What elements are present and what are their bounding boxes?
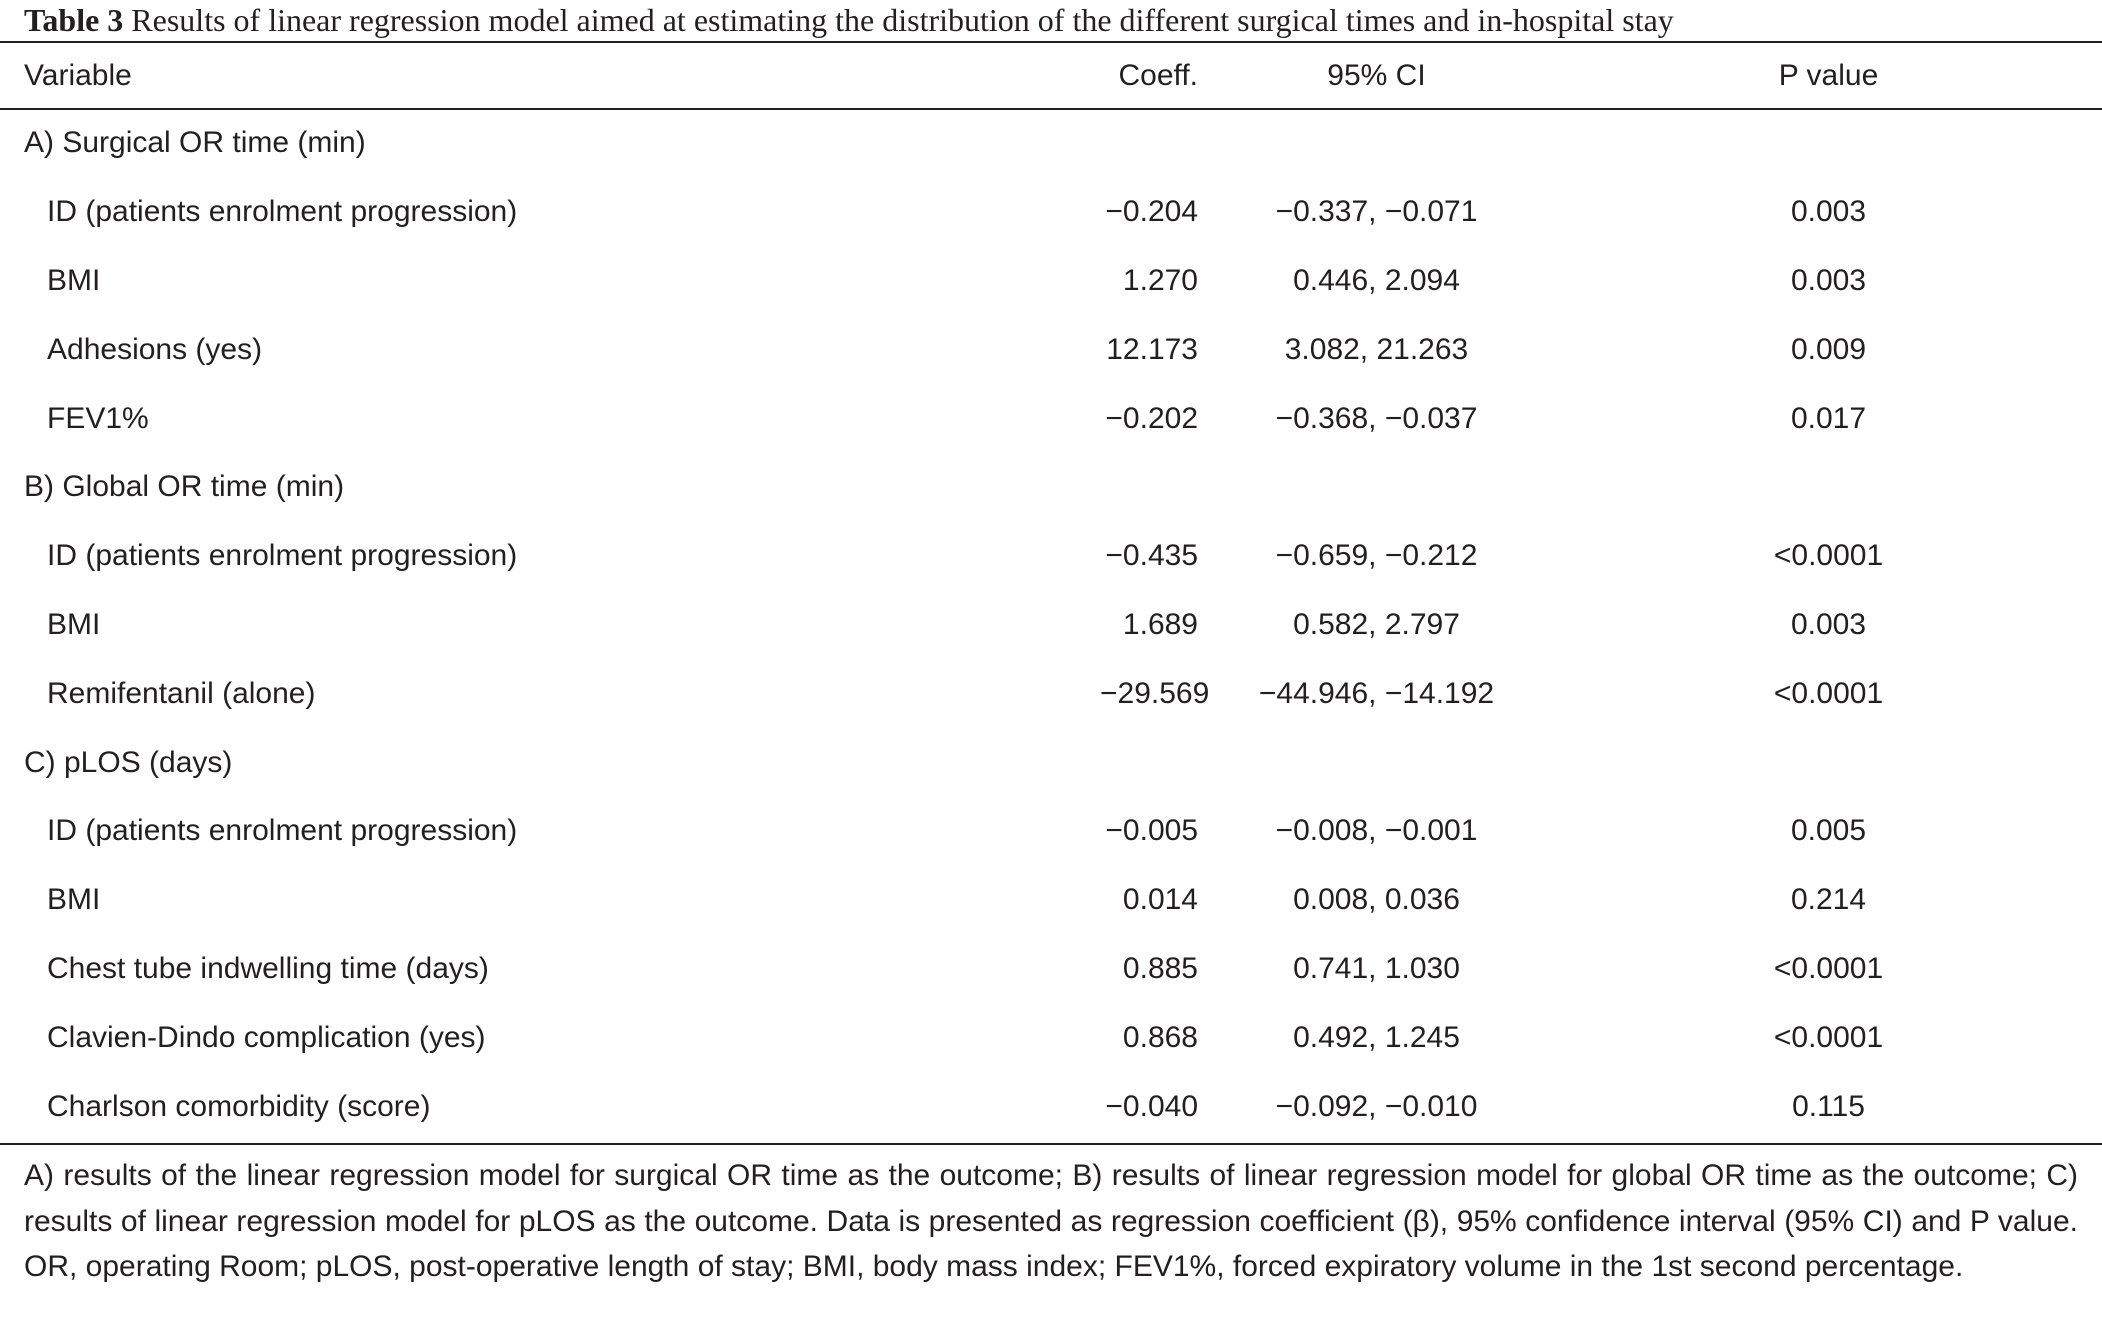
cell-coeff: −0.435 [1105, 539, 1198, 573]
cell-p-value: <0.0001 [1773, 539, 1884, 573]
section-title: C) pLOS (days) [24, 745, 233, 779]
cell-variable: Adhesions (yes) [47, 332, 263, 366]
table-row [0, 384, 2102, 453]
cell-p-value: 0.115 [1792, 1089, 1865, 1123]
table-row [0, 797, 2102, 866]
header-row [0, 43, 2102, 109]
cell-p-value: 0.003 [1790, 263, 1867, 297]
cell-coeff: −0.204 [1105, 195, 1198, 229]
section-title: B) Global OR time (min) [24, 470, 345, 504]
header-coeff: Coeff. [1118, 59, 1198, 92]
cell-variable: Charlson comorbidity (score) [47, 1089, 431, 1123]
cell-coeff: −0.202 [1105, 401, 1198, 435]
table-caption-label: Table 3 [24, 2, 124, 38]
table-body [0, 109, 2102, 1141]
cell-coeff: −29.569 [1100, 676, 1210, 710]
section-row [0, 453, 2102, 522]
cell-variable: ID (patients enrolment progression) [47, 814, 518, 848]
table-row [0, 659, 2102, 728]
header-p-value: P value [1778, 59, 1879, 92]
cell-ci: −44.946, −14.192 [1258, 676, 1495, 710]
regression-table [0, 43, 2102, 1141]
cell-variable: Chest tube indwelling time (days) [47, 951, 489, 985]
cell-variable: BMI [47, 883, 101, 917]
cell-ci: −0.008, −0.001 [1275, 814, 1478, 848]
table-row [0, 315, 2102, 384]
table-row [0, 935, 2102, 1004]
cell-variable: ID (patients enrolment progression) [47, 195, 518, 229]
table-footnote: A) results of the linear regression model for surgical OR time as the outcome; B) results of linear regression model for global OR time as the outcome; C) results of linear regression model for pLOS as the outcome. Data is presented as regression coefficient (β), 95% confidence interval (95% CI) and P value. OR, operating Room; pLOS, post-operative length of stay; BMI, body mass index; FEV1%, forced expiratory volume in the 1st second percentage. [24, 1159, 2078, 1283]
cell-p-value: 0.017 [1790, 401, 1867, 435]
cell-coeff: −0.040 [1105, 1089, 1198, 1123]
table-header [0, 43, 2102, 109]
cell-variable: Clavien-Dindo complication (yes) [47, 1020, 486, 1054]
section-title: A) Surgical OR time (min) [24, 126, 366, 160]
cell-ci: 3.082, 21.263 [1284, 332, 1469, 366]
cell-coeff: 1.689 [1122, 607, 1198, 641]
cell-p-value: <0.0001 [1773, 951, 1884, 985]
cell-ci: 0.741, 1.030 [1293, 951, 1460, 985]
cell-p-value: <0.0001 [1773, 1020, 1884, 1054]
cell-coeff: −0.005 [1105, 814, 1198, 848]
cell-coeff: 12.173 [1106, 332, 1198, 366]
cell-variable: BMI [47, 607, 101, 641]
cell-p-value: <0.0001 [1773, 676, 1884, 710]
cell-p-value: 0.005 [1790, 814, 1867, 848]
section-row [0, 109, 2102, 178]
cell-coeff: 0.868 [1122, 1020, 1198, 1054]
cell-ci: 0.008, 0.036 [1293, 883, 1460, 917]
cell-coeff: 0.014 [1122, 883, 1198, 917]
header-ci: 95% CI [1327, 59, 1426, 92]
cell-variable: BMI [47, 263, 101, 297]
table-row [0, 1072, 2102, 1141]
header-variable: Variable [24, 59, 132, 92]
bottom-rule [0, 1143, 2102, 1145]
cell-ci: −0.368, −0.037 [1275, 401, 1478, 435]
table-caption-text: Results of linear regression model aimed at estimating the distribution of the different surgical times and in-hospital stay [123, 2, 1674, 38]
cell-variable: ID (patients enrolment progression) [47, 539, 518, 573]
cell-ci: 0.582, 2.797 [1293, 607, 1460, 641]
table-row [0, 591, 2102, 660]
section-row [0, 728, 2102, 797]
table-row [0, 522, 2102, 591]
cell-variable: Remifentanil (alone) [47, 676, 316, 710]
cell-p-value: 0.009 [1790, 332, 1867, 366]
cell-coeff: 1.270 [1122, 263, 1198, 297]
cell-p-value: 0.003 [1790, 607, 1867, 641]
table-row [0, 1003, 2102, 1072]
table-row [0, 247, 2102, 316]
cell-ci: 0.492, 1.245 [1293, 1020, 1460, 1054]
cell-p-value: 0.214 [1790, 883, 1867, 917]
cell-ci: −0.337, −0.071 [1275, 195, 1478, 229]
cell-p-value: 0.003 [1790, 195, 1867, 229]
cell-ci: −0.092, −0.010 [1275, 1089, 1478, 1123]
cell-coeff: 0.885 [1122, 951, 1198, 985]
cell-variable: FEV1% [47, 401, 149, 435]
cell-ci: −0.659, −0.212 [1275, 539, 1478, 573]
table-caption [24, 0, 2084, 40]
table-row [0, 178, 2102, 247]
table-row [0, 866, 2102, 935]
cell-ci: 0.446, 2.094 [1293, 263, 1460, 297]
